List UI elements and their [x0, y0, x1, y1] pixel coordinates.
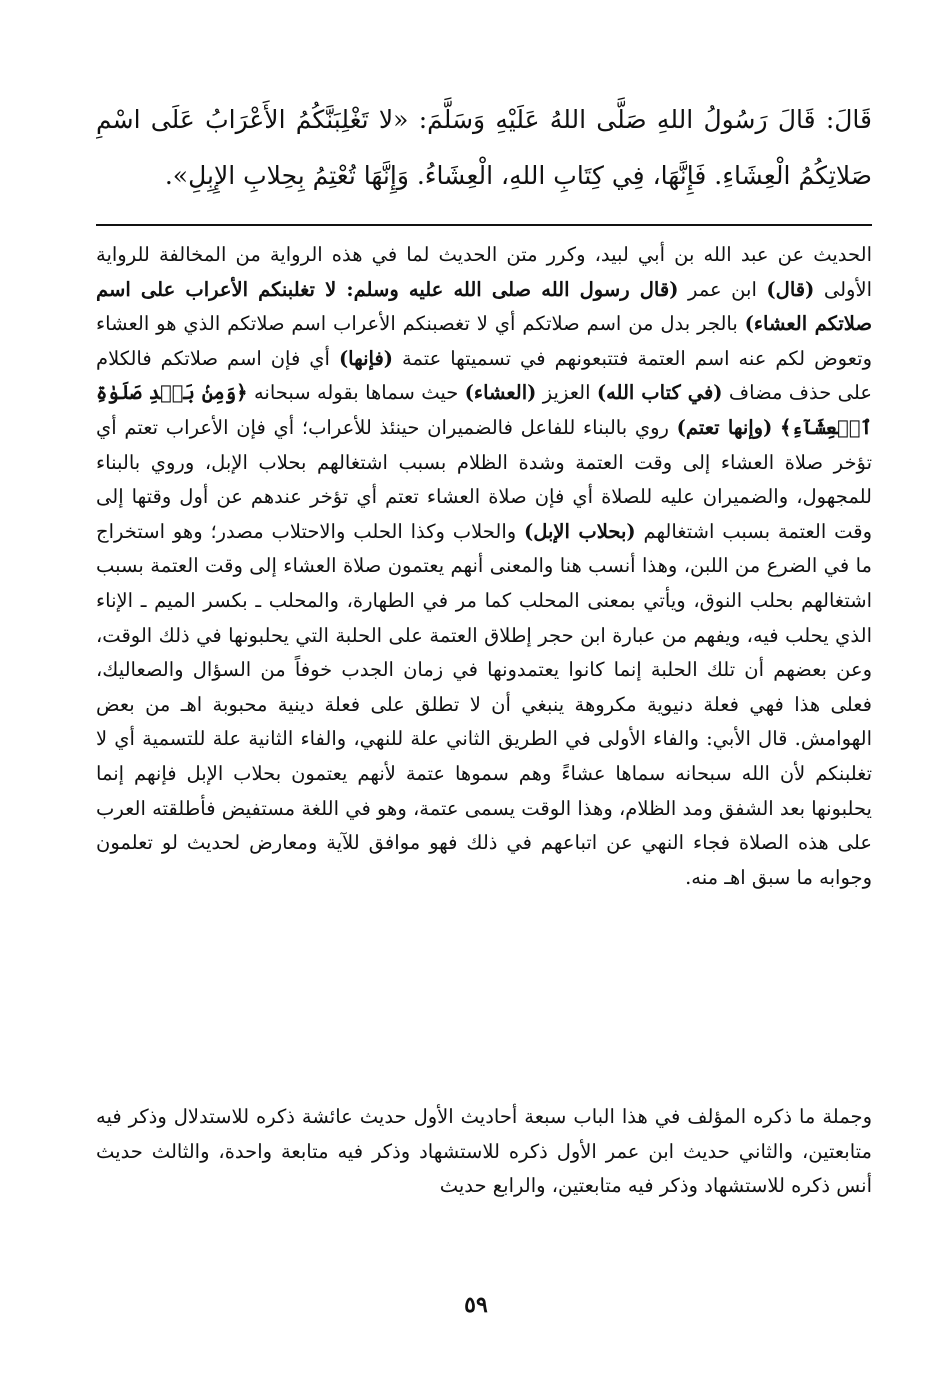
commentary-text: روي بالبناء للفاعل فالضميران حينئذ للأعراب؛ أي فإن الأعراب تعتم أي تؤخر صلاة العشاء إلى وقت العتمة وشدة الظلام بسبب اشتغالهم بحلاب الإبل، وروي بالبناء للمجهول، والضميران عليه للصلاة أي فإن صلاة العشاء تعتم أي تؤخر عندهم عن أول وقتها إلى وقت العتمة بسبب اشتغالهم	[96, 415, 872, 543]
commentary-bold: (وإنها تعتم)	[676, 415, 773, 439]
commentary-bold: (في كتاب الله)	[596, 381, 723, 405]
commentary-bold: (قال)	[766, 277, 815, 301]
commentary-bold: (بحلاب الإبل)	[524, 519, 636, 543]
commentary-text: العزيز	[536, 381, 597, 405]
commentary-paragraph	[96, 238, 872, 1070]
separator-rule	[96, 224, 872, 226]
quran-verse: ﴿وَمِنۢ بَعۡدِ صَلَوٰةِ ٱلۡعِشَآءِ﴾	[96, 381, 872, 439]
commentary-text: حيث سماها بقوله سبحانه	[247, 381, 465, 405]
commentary-bold: (فإنها)	[338, 346, 394, 370]
summary-paragraph: وجملة ما ذكره المؤلف في هذا الباب سبعة أحاديث الأول حديث عائشة ذكره للاستدلال وذكر فيه متابعتين، والثاني حديث ابن عمر الأول ذكره للاستشهاد وذكر فيه متابعة واحدة، والثالث حديث أنس ذكره للاستشهاد وذكر فيه متابعتين، والرابع حديث	[96, 1105, 872, 1198]
commentary-bold: (قال رسول الله صلى الله عليه وسلم: لا تغلبنكم الأعراب على اسم صلاتكم العشاء)	[96, 277, 872, 336]
commentary-text: أي فإن اسم صلاتكم فالكلام على حذف مضاف	[96, 346, 872, 405]
document-page	[96, 92, 872, 1206]
commentary-text	[772, 416, 780, 439]
commentary-bold: (العشاء)	[464, 381, 537, 405]
commentary-text: بالجر بدل من اسم صلاتكم أي لا تغصبنكم الأعراب اسم صلاتكم الذي هو العشاء وتعوض لكم عنه اسم العتمة فتتبعونهم في تسميتها عتمة	[96, 312, 872, 370]
hadith-text: قَالَ: قَالَ رَسُولُ اللهِ صَلَّى اللهُ عَلَيْهِ وَسَلَّمَ: «لا تَغْلِبَنَّكُمُ الأَعْرَابُ عَلَى اسْمِ صَلاتِكُمُ الْعِشَاءِ. فَإِنَّهَا، فِي كِتَابِ اللهِ، الْعِشَاءُ. وَإِنَّهَا تُعْتِمُ بِحِلابِ الإِبِلِ».	[96, 105, 872, 190]
commentary-text: ابن عمر	[678, 277, 767, 301]
commentary-text: الحديث عن عبد الله بن أبي لبيد، وكرر متن الحديث لما في هذه الرواية من المخالفة للرواية الأولى	[96, 243, 872, 301]
commentary-text: والحلاب وكذا الحلب والاحتلاب مصدر؛ وهو استخراج ما في الضرع من اللبن، وهذا أنسب هنا والمعنى أنهم يعتمون صلاة العشاء إلى وقت العتمة بسبب اشتغالهم بحلب النوق، ويأتي بمعنى المحلب كما مر في الطهارة، والمحلب ـ بكسر الميم ـ الإناء الذي يحلب فيه، ويفهم من عبارة ابن حجر إطلاق العتمة على الحلبة التي يحلبونها في ذلك الوقت، وعن بعضهم أن تلك الحلبة إنما كانوا يعتمدونها في زمان الجدب خوفاً من السؤال والصعاليك، فعلى هذا فهي فعلة دنيوية مكروهة ينبغي أن لا تطلق على فعلة دينية محبوبة اهـ من بعض الهوامش. قال الأبي: والفاء الأولى في الطريق الثاني علة للنهي، والفاء الثانية علة للتسمية أي لا تغلبنكم لأن الله سبحانه سماها عشاءً وهم سموها عتمة لأنهم يعتمون بحلاب الإبل فإنهم إنما يحلبونها بعد الشفق ومد الظلام، وهذا الوقت يسمى عتمة، وهو في اللغة مستفيض فأطلقته العرب على هذه الصلاة فجاء النهي عن اتباعهم في ذلك فهو موافق للآية ومعارض لحديث لو تعلمون وجوابه ما سبق اهـ منه.	[96, 519, 872, 889]
page-number: ٥٩	[464, 1292, 488, 1318]
